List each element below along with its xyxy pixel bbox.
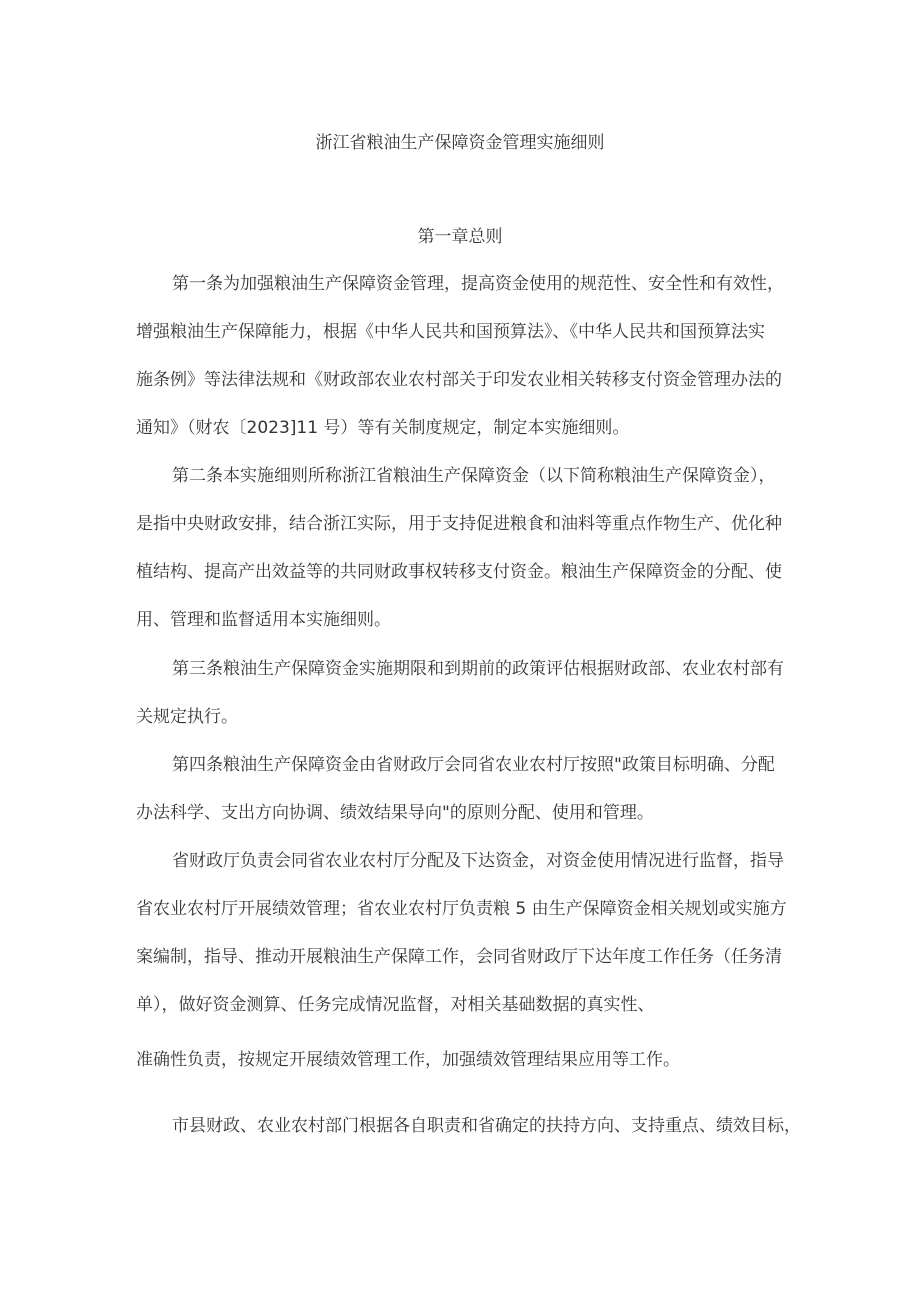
text-line: 单），做好资金测算、任务完成情况监督，对相关基础数据的真实性、 xyxy=(136,995,655,1015)
text-line: 增强粮油生产保障能力，根据《中华人民共和国预算法》、《中华人民共和国预算法实 xyxy=(136,322,765,342)
text-line: 植结构、提高产出效益等的共同财政事权转移支付资金。粮油生产保障资金的分配、使 xyxy=(136,562,782,582)
text-line: 第三条粮油生产保障资金实施期限和到期前的政策评估根据财政部、农业农村部有 xyxy=(172,659,784,679)
document-title: 浙江省粮油生产保障资金管理实施细则 xyxy=(315,133,605,153)
text-line: 施条例》等法律法规和《财政部农业农村部关于印发农业相关转移支付资金管理办法的 xyxy=(136,370,782,390)
text-line: 案编制，指导、推动开展粮油生产保障工作，会同省财政厅下达年度工作任务（任务清 xyxy=(136,947,782,967)
text-line: 省农业农村厅开展绩效管理；省农业农村厅负责粮 5 由生产保障资金相关规划或实施方 xyxy=(136,899,787,919)
chapter-heading: 第一章总则 xyxy=(417,227,503,247)
text-line: 省财政厅负责会同省农业农村厅分配及下达资金，对资金使用情况进行监督，指导 xyxy=(172,851,784,871)
text-line: 市县财政、农业农村部门根据各自职责和省确定的扶持方向、支持重点、绩效目标， xyxy=(172,1116,801,1136)
text-line: 通知》（财农〔2023]11 号）等有关制度规定，制定本实施细则。 xyxy=(136,418,630,438)
text-line: 第二条本实施细则所称浙江省粮油生产保障资金（以下简称粮油生产保障资金）， xyxy=(172,466,776,486)
text-line: 办法科学、支出方向协调、绩效结果导向"的原则分配、使用和管理。 xyxy=(136,803,654,823)
text-line: 用、管理和监督适用本实施细则。 xyxy=(136,610,391,630)
text-line: 第四条粮油生产保障资金由省财政厅会同省农业农村厅按照"政策目标明确、分配 xyxy=(172,755,775,775)
text-line: 第一条为加强粮油生产保障资金管理，提高资金使用的规范性、安全性和有效性， xyxy=(172,274,784,294)
text-line: 是指中央财政安排，结合浙江实际，用于支持促进粮食和油料等重点作物生产、优化种 xyxy=(136,514,782,534)
text-line: 关规定执行。 xyxy=(136,707,238,727)
text-line: 准确性负责，按规定开展绩效管理工作，加强绩效管理结果应用等工作。 xyxy=(136,1050,680,1070)
